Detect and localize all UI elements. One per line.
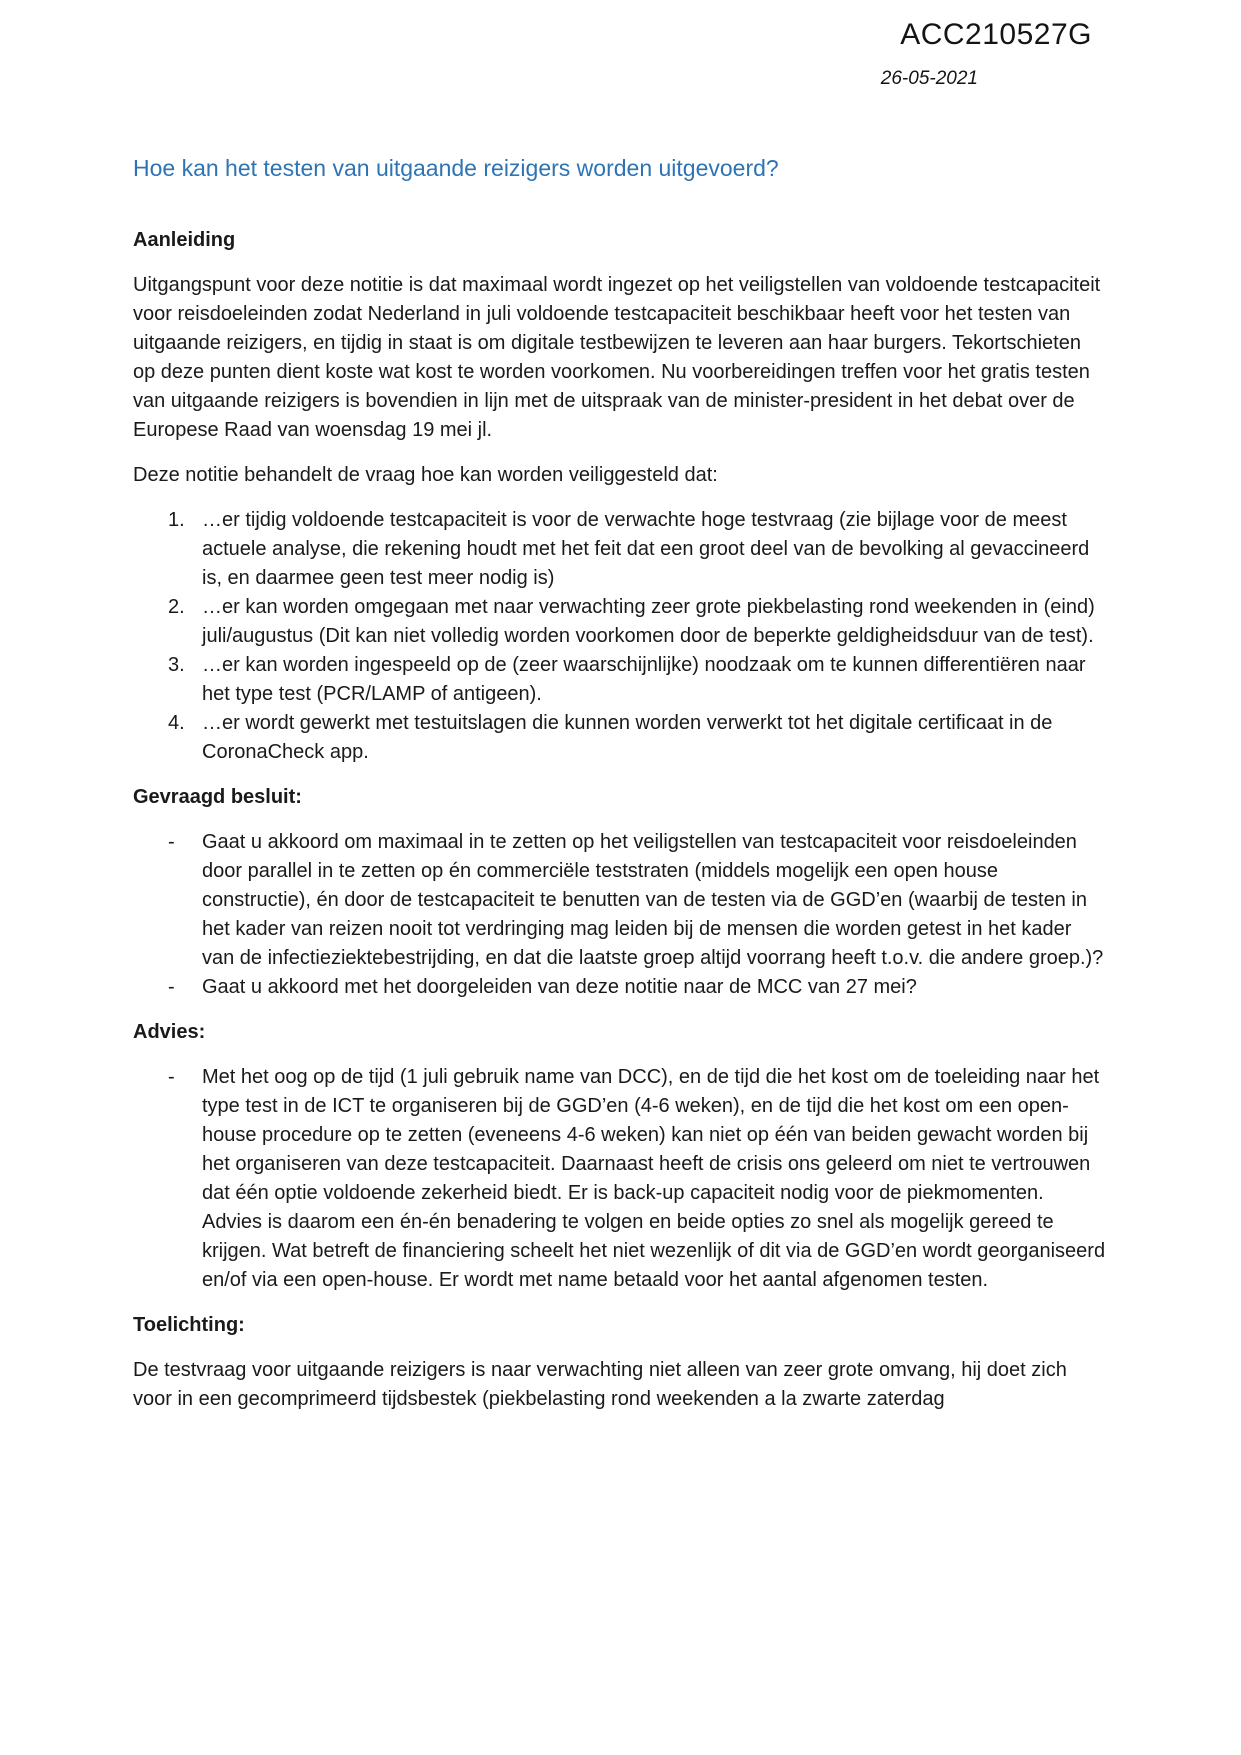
aanleiding-numbered-list	[133, 506, 1108, 767]
section-heading-gevraagd-besluit: Gevraagd besluit:	[133, 786, 302, 808]
aanleiding-list-item-1: …er tijdig voldoende testcapaciteit is voor de verwachte hoge testvraag (zie bijlage voor de meest actuele analyse, die rekening houdt met het feit dat een groot deel van de bevolking al gevaccineerd is, en daarmee geen test meer nodig is)	[202, 509, 1090, 589]
document-date: 26-05-2021	[880, 68, 978, 89]
section-heading-toelichting: Toelichting:	[133, 1314, 245, 1336]
gevraagd-besluit-list-item-1: - Gaat u akkoord om maximaal in te zetten op het veiligstellen van testcapaciteit voor reisdoeleinden door parallel in te zetten op én commerciële teststraten (middels mogelijk een open house constructie), én door de testcapaciteit te benutten van de testen via de GGD’en (waarbij de testen in het kader van reizen nooit tot verdringing mag leiden bij de mensen die worden getest in het kader van de infectieziektebestrijding, en dat die laatste groep altijd voorrang heeft t.o.v. die andere groep.)?	[202, 828, 1108, 973]
advies-dash-list	[133, 1063, 1108, 1295]
gevraagd-besluit-list-item-2: - Gaat u akkoord met het doorgeleiden van deze notitie naar de MCC van 27 mei?	[202, 973, 1108, 1002]
aanleiding-list-item-4: …er wordt gewerkt met testuitslagen die kunnen worden verwerkt tot het digitale certificaat in de CoronaCheck app.	[202, 712, 1053, 763]
document-code: ACC210527G	[900, 18, 1092, 51]
toelichting-paragraph-1: De testvraag voor uitgaande reizigers is naar verwachting niet alleen van zeer grote omvang, hij doet zich voor in een gecomprimeerd tijdsbestek (piekbelasting rond weekenden a la zwarte zaterdag	[133, 1359, 1067, 1410]
gevraagd-besluit-dash-list	[133, 828, 1108, 1002]
aanleiding-list-item-3: …er kan worden ingespeeld op de (zeer waarschijnlijke) noodzaak om te kunnen differentiëren naar het type test (PCR/LAMP of antigeen).	[202, 654, 1086, 705]
advies-list-item-1: - Met het oog op de tijd (1 juli gebruik name van DCC), en de tijd die het kost om de toeleiding naar het type test in de ICT te organiseren bij de GGD’en (4-6 weken), en de tijd die het kost om een open-house procedure op te zetten (eveneens 4-6 weken) kan niet op één van beiden gewacht worden bij het organiseren van deze testcapaciteit. Daarnaast heeft de crisis ons geleerd om niet te vertrouwen dat één optie voldoende zekerheid biedt. Er is back-up capaciteit nodig voor de piekmomenten. Advies is daarom een én-én benadering te volgen en beide opties zo snel als mogelijk gereed te krijgen. Wat betreft de financiering scheelt het niet wezenlijk of dit via de GGD’en wordt georganiseerd en/of via een open-house. Er wordt met name betaald voor het aantal afgenomen testen.	[202, 1063, 1108, 1295]
section-heading-advies: Advies:	[133, 1021, 206, 1043]
aanleiding-list-item-2: …er kan worden omgegaan met naar verwachting zeer grote piekbelasting rond weekenden in (eind) juli/augustus (Dit kan niet volledig worden voorkomen door de beperkte geldigheidsduur van de test).	[202, 596, 1095, 647]
aanleiding-paragraph-1: Uitgangspunt voor deze notitie is dat maximaal wordt ingezet op het veiligstellen van voldoende testcapaciteit voor reisdoeleinden zodat Nederland in juli voldoende testcapaciteit beschikbaar heeft voor het testen van uitgaande reizigers, en tijdig in staat is om digitale testbewijzen te leveren aan haar burgers. Tekortschieten op deze punten dient koste wat kost te worden voorkomen. Nu voorbereidingen treffen voor het gratis testen van uitgaande reizigers is bovendien in lijn met de uitspraak van de minister-president in het debat over de Europese Raad van woensdag 19 mei jl.	[133, 274, 1101, 441]
section-heading-aanleiding: Aanleiding	[133, 229, 236, 251]
document-title: Hoe kan het testen van uitgaande reizigers worden uitgevoerd?	[133, 155, 779, 181]
aanleiding-paragraph-2: Deze notitie behandelt de vraag hoe kan worden veiliggesteld dat:	[133, 464, 718, 486]
